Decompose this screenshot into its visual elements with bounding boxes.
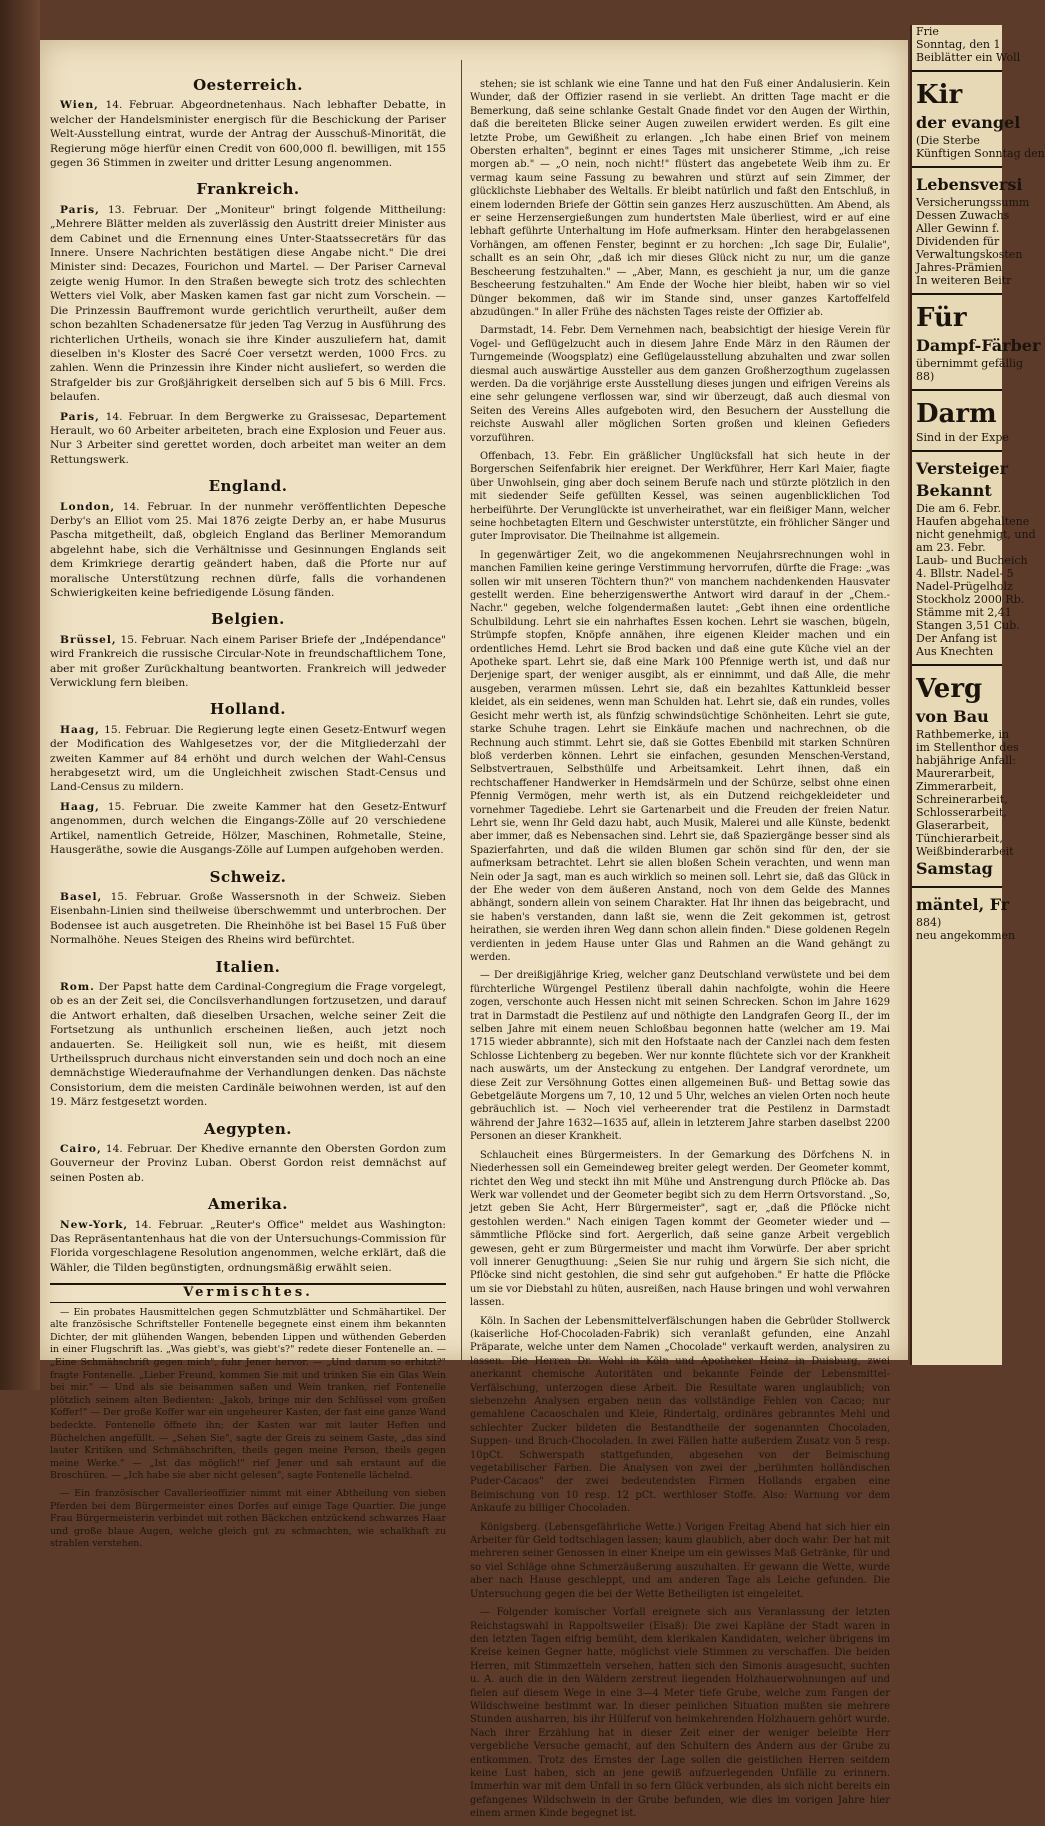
adjacent-heading: von Bau: [916, 707, 989, 726]
adjacent-text: neu angekommen: [916, 929, 1016, 942]
adjacent-text: Dessen Zuwachs: [916, 209, 1010, 222]
adjacent-text: Maurerarbeit,: [916, 767, 995, 780]
local-news-paragraph: Köln. In Sachen der Lebensmittelverfälschungen haben die Gebrüder Stollwerck (kaiserliche Hof-Chocoladen-Fabrik) sich veranlaßt gefunden, eine Anzahl Präparate, welche unter dem Namen „Chocolade" verkauft werden, analysiren zu lassen. Die Herren Dr. Wohl in Köln und Apotheker Heinz in Duisburg, zwei anerkannt chemische Autoritäten und bekannte Feinde der Lebensmittel-Verfälschung, unterzogen diese Arbeit. Die Resultate waren unglaublich; von siebenzehn Analysen ergaben neun das vollständige Fehlen von Cacao; nur gemahlene Cacaoschalen und Kleie, Rindertalg, ordinäres gebranntes Mehl und schlechter Zucker bildeten die Bestandtheile der sogenannten Chocoladen, Suppen- und Bruch-Chocoladen. In zwei Fällen hatte außerdem Zusatz von 5 resp. 10pCt. Schwerspath stattgefunden, abgesehen von der Beimischung vegetabilischer Farben. Die Analysen von zwei der „berühmten holländischen Puder-Cacaos" der zwei bedeutendsten Firmen Hollands ergaben eine Beimischung von 10 resp. 12 pCt. werthloser Stoffe. Also: Warnung vor dem Ankaufe zu billiger Chocoladen.: [470, 1315, 890, 1515]
adjacent-text: Stangen 3,51 Cub.: [916, 619, 1020, 632]
adjacent-heading: Dampf-Färber: [916, 336, 1041, 355]
adjacent-text: (Die Sterbe: [916, 134, 980, 147]
local-news-paragraph: Offenbach, 13. Febr. Ein gräßlicher Unglücksfall hat sich heute in der Borgerschen Seifenfabrik hier ereignet. Der Werkführer, Herr Karl Maier, fiagte über Unwohlsein, ging aber doch seinem Berufe nach und stürzte plötzlich in den mit siedender Seife gefüllten Kessel, was seinen augenblicklichen Tod herbeiführte. Der Verunglückte ist unverheirathet, war ein fleißiger Mann, welcher seine hochbetagten Eltern und Geschwister unterstützte, ein fröhlicher Sänger und guter Improvisator. Die Theilnahme ist allgemein.: [470, 450, 890, 543]
dateline-place: Rom.: [60, 980, 95, 993]
adjacent-heading: Bekannt: [916, 481, 992, 500]
adjacent-text: Nadel-Prügelholz: [916, 580, 1013, 593]
adjacent-heading: Verg: [916, 674, 983, 704]
adjacent-text: im Stellenthor des: [916, 741, 1019, 754]
adjacent-text: Beiblätter ein Woll: [916, 51, 1021, 64]
news-text: 14. Februar. Der Khedive ernannte den Obersten Gordon zum Gouverneur der Provinz Luban. Oberst Gordon reist demnächst auf seinen Posten ab.: [50, 1143, 446, 1184]
adjacent-text: am 23. Febr.: [916, 541, 986, 554]
news-item: [50, 723, 446, 795]
adjacent-text: Verwaltungskosten: [916, 248, 1023, 261]
news-text: 14. Februar. Abgeordnetenhaus. Nach lebhafter Debatte, in welcher der Handelsminister energisch für die Beschickung der Pariser Welt-Ausstellung eintrat, wurde der Antrag der Ausschuß-Minorität, die Regierung möge hierfür einen Credit von 600,000 fl. bewilligen, mit 155 gegen 36 Stimmen in zweiter und dritter Lesung angenommen.: [50, 99, 446, 170]
left-column: [50, 66, 446, 1556]
news-text: 15. Februar. Große Wassersnoth in der Schweiz. Sieben Eisenbahn-Linien sind theilweise überschwemmt und unterbrochen. Der Bodensee ist auch ausgetreten. Die Rheinhöhe ist bei Basel 15 Fuß über Normalhöhe. Neues Steigen des Rheins wird befürchtet.: [50, 890, 446, 947]
news-item: [50, 410, 446, 468]
adjacent-text: Sonntag, den 1: [916, 38, 1001, 51]
dateline-place: Paris,: [60, 410, 100, 423]
news-item: [50, 1142, 446, 1185]
section-heading: Schweiz.: [209, 867, 287, 886]
news-item: [50, 800, 446, 858]
news-text: Der Papst hatte dem Cardinal-Congregium die Frage vorgelegt, ob es an der Zeit sei, die Concilsverhandlungen fortzusetzen, und darauf die Antwort erhalten, daß dieselben Ursachen, welche seiner Zeit die Fortsetzung als unthunlich erscheinen ließen, auch jetzt noch andauerten. Se. Heiligkeit soll nun, wie es heißt, mit diesem Urtheilsspruch durchaus nicht einverstanden sein und doch noch an eine demnächstige Wiederaufnahme der Verhandlungen denken. Das nächste Consistorium, dem die meisten Cardinäle beiwohnen werden, ist auf den 19. März festgesetzt worden.: [50, 980, 446, 1109]
adjacent-text: Rathbemerke, in: [916, 728, 1010, 741]
news-text: 15. Februar. Die Regierung legte einen Gesetz-Entwurf wegen der Modification des Wahlgesetzes vor, der die Mitgliederzahl der zweiten Kammer auf 84 erhöht und durch welchen der Wahl-Census herabgesetzt wird, um die Ungleichheit zwischen Stadt-Census und Land-Census zu mildern.: [50, 723, 446, 794]
adjacent-text: übernimmt gefällig: [916, 357, 1024, 370]
adjacent-text: Die am 6. Febr.: [916, 502, 1001, 515]
adjacent-heading: der evangel: [916, 113, 1021, 132]
news-text: 15. Februar. Nach einem Pariser Briefe der „Indépendance" wird Frankreich die russische Circular-Note in freundschaftlichem Tone, aber mit großer Zurückhaltung beantworten. Frankreich will jedweder Verwicklung fern bleiben.: [50, 633, 446, 690]
news-text: 13. Februar. Der „Moniteur" bringt folgende Mittheilung: „Mehrere Blätter melden als zuverlässig den Austritt dreier Minister aus dem Cabinet und die Ernennung eines Unter-Staatssecretärs für das Innere. Unsere Nachrichten bestätigen diese Angabe nicht." Die drei Minister sind: Decazes, Fourichon und Martel. — Der Pariser Carneval zeigte wenig Humor. In den Straßen bewegte sich trotz des schlechten Wetters viel Volk, aber Masken kamen fast gar nicht zum Vorschein. — Die Prinzessin Bauffremont wurde gerichtlich verurtheilt, außer dem schon bezahlten Schadenersatze für jeden Tag Verzug in Ausführung des richterlichen Urtheils, wonach sie ihre Kinder auszuliefern hat, damit dieselben in's Kloster des Sacré Coer versetzt werden, 1000 Frcs. zu zahlen. Wenn die Prinzessin ihre Kinder nicht ausliefert, so werden die Strafgelder bis zur Großjährigkeit derselben sich auf 5 bis 6 Mill. Frcs. belaufen.: [50, 203, 446, 404]
dateline-place: London,: [60, 500, 116, 513]
dateline-place: New-York,: [60, 1218, 129, 1231]
local-news-paragraph: Schlaucheit eines Bürgermeisters. In der Gemarkung des Dörfchens N. in Niederhessen soll ein Gemeindeweg breiter gelegt werden. Der Geometer kommt, richtet den Weg und steckt ihn mit Mühe und Anstrengung durch Pflöcke ab. Das Werk war vollendet und der Geometer begibt sich zu dem Herrn Ortsvorstand. „So, jetzt geben Sie Acht, Herr Bürgermeister", sagt er, „daß die Pflöcke nicht gestohlen werden." Nach einigen Tagen kommt der Geometer wieder und — sämmtliche Pflöcke sind fort. Aergerlich, daß seine ganze Arbeit vergeblich gewesen, geht er zum Bürgermeister und macht ihm Vorwürfe. Der aber spricht voll innerer Genugthuung: „Seien Sie nur ruhig und ärgern Sie sich nicht, die Pflöcke sind nicht gestohlen, die sind sehr gut aufgehoben." Er hatte die Pflöcke um sie vor Diebstahl zu hüten, ausreißen, nach Hause bringen und wohl verwahren lassen.: [470, 1149, 890, 1309]
adjacent-text: Schlosserarbeit,: [916, 806, 1007, 819]
local-news-paragraph: — Der dreißigjährige Krieg, welcher ganz Deutschland verwüstete und bei dem fürchterliche Würgengel Pestilenz überall dahin nachfolgte, wohin die Heere zogen, verschonte auch Hessen nicht mit seinen Schrecken. Schon im Jahre 1629 trat in Darmstadt die Pestilenz auf und nöthigte den Landgrafen Georg II., der im selben Jahre mit einem neuen Schloßbau begonnen hatte (welcher am 19. Mai 1715 wieder abbrannte), sich mit den Hofstaate nach der Canzlei nach dem festen Schlosse Lichtenberg zu begeben. Wer nur konnte flüchtete sich vor der Krankheit nach auswärts, um der Ansteckung zu entgehen. Der Landgraf verordnete, um diese Zeit zur Versöhnung Gottes einen allgemeinen Buß- und Bettag sowie das Gebetgeläute Morgens um 7, 10, 12 und 5 Uhr, welches an vielen Orten noch heute gebräuchlich ist. — Noch viel verheerender trat die Pestilenz in Darmstadt während der Jahre 1632—1635 auf, allein in letzterem Jahre starben daselbst 2200 Personen an dieser Krankheit.: [470, 970, 890, 1143]
adjacent-heading: Versteiger: [916, 459, 1009, 478]
adjacent-text: habjährige Anfall:: [916, 754, 1016, 767]
news-item: [50, 890, 446, 948]
adjacent-text: Glaserarbeit,: [916, 819, 990, 832]
adjacent-text: Aller Gewinn f.: [916, 222, 1000, 235]
adjacent-rule: [912, 293, 1002, 295]
adjacent-text: Zimmerarbeit,: [916, 780, 997, 793]
column-divider: [461, 60, 462, 1360]
adjacent-text: 4. Bllstr. Nadel- 5: [916, 567, 1014, 580]
local-news-paragraph: stehen; sie ist schlank wie eine Tanne und hat den Fuß einer Andalusierin. Kein Wunder, daß der Offizier rasend in sie verliebt. An dritten Tage macht er die Bemerkung, daß seine schlanke Gestalt Gnade findet vor den Augen der Wirthin, daß die bereiteten Blicke seiner Augen zuweilen erwidert werden. Es gilt eine letzte Probe, um Gewißheit zu erlangen. „Ich habe einen Brief von meinem Obersten erhalten", beginnt er eines Tages mit unsicherer Stimme, „ich reise morgen ab." — „O nein, noch nicht!" flüstert das angebetete Weib ihm zu. Er vermag kaum seine Fassung zu bewahren und stürzt auf sein Zimmer, der glücklichste Liebhaber des Weltalls. Er bleibt natürlich und faßt den Entschluß, in einem lodernden Briefe der Göttin sein ganzes Herz auszuschütten. Am Abend, als er seine Herzensergießungen zum hundertsten Male überliest, wird er auf eine lebhaft geführte Unterhaltung im Hofe aufmerksam. Hinter den herabgelassenen Vorhängen, am offenen Fenster, beginnt er zu horchen: „Ich sage Dir, Eulalie", schallt es an sein Ohr, „daß ich mir dieses Glück nicht zu nur, um die ganze Bescheerung festzuhalten." — „Aber, Mann, es geschieht ja nur, um die ganze Bescheerung festzuhalten." Am Ende der Woche hier bleibt, haben wir so viel Dünger bekommen, daß wir im Stande sind, unser ganzes Kartoffelfeld abzudüngen." In aller Frühe des nächsten Tages reiste der Offizier ab.: [470, 79, 890, 318]
local-news-paragraph: — Folgender komischer Vorfall ereignete sich aus Veranlassung der letzten Reichstagswahl in Rappoltsweiler (Elsaß): Die zwei Kapläne der Stadt waren in den letzten Tagen eifrig bemüht, dem klerikalen Kandidaten, welcher übrigens im Kreise keinen Gegner hatte, möglichst viele Stimmen zu verschaffen. Die beiden Herren, mit Stimmzetteln versehen, hatten sich den Simonis ausgesucht, suchten u. A. auch die in den Wäldern zerstreut liegenden Holzhauerwohnungen auf und fielen auf diesem Wege in eine 3—4 Meter tiefe Grube, welche zum Fangen der Wildschweine bestimmt war. In dieser peinlichen Situation mußten sie mehrere Stunden ausharren, bis ihr Hülferuf von heimkehrenden Holzhauern gehört wurde. Nach ihrer Erzählung hat in dieser Zeit einer der weniger beleibte Herr vergebliche Versuche gemacht, auf den Schultern des Andern aus der Grube zu entkommen. Trotz des Ernstes der Lage sollen die geistlichen Herren seitdem keine Lust haben, sich an jene gewiß aufzuerlegenden Unfälle zu erinnern. Immerhin war mit dem Unfall in so fern Glück verbunden, als sich nicht bereits ein gefangenes Wildschwein in der Grube befunden, wie dies im vorigen Jahre hier einem armen Kinde begegnet ist.: [470, 1607, 890, 1820]
misc-heading: Vermischtes.: [50, 1283, 446, 1302]
section-heading: Amerika.: [208, 1195, 288, 1214]
news-item: [50, 1218, 446, 1276]
adjacent-rule: [912, 70, 1002, 72]
misc-paragraph: — Ein probates Hausmittelchen gegen Schmutzblätter und Schmähartikel. Der alte französische Schriftsteller Fontenelle begegnete einst einem ihm bekannten Dichter, der mit glühenden Wangen, bebenden Lippen und wüthenden Geberden in einer Flugschrift las. „Was giebt's, was giebt's?" redete dieser Fontenelle an. — „Eine Schmähschrift gegen mich", fuhr Jener hervor. — „Und darum so erhitzt?" fragte Fontenelle. „Lieber Freund, kommen Sie mit und trinken Sie ein Glas Wein bei mir." — Und als sie beisammen saßen und Wein tranken, rief Fontenelle plötzlich seinem alten Bedienten: „Jakob, bringe mir den Schlüssel vom großen Koffer!" — Der große Koffer war ein ungeheurer Kasten, der fast eine ganze Wand bedeckte. Fontenelle öffnete ihn; der Kasten war mit lauter Heften und Büchelchen angefüllt. — „Sehen Sie", sagte der Greis zu seinem Gaste, „das sind lauter Kritiken und Schmähschriften, theils gegen meine Person, theils gegen meine Werke." — „Ist das möglich!" rief Jener und sah erstaunt auf die Broschüren. — „Ich habe sie aber nicht gelesen", sagte Fontenelle lächelnd.: [50, 1306, 446, 1482]
section-heading: Aegypten.: [204, 1119, 292, 1138]
adjacent-text: Jahres-Prämien: [916, 261, 1002, 274]
adjacent-heading: Darm: [916, 399, 997, 429]
adjacent-rule: [912, 389, 1002, 391]
news-item: [50, 500, 446, 601]
dateline-place: Haag,: [60, 800, 100, 813]
section-heading: Holland.: [210, 700, 286, 719]
adjacent-heading: Samstag: [916, 859, 993, 878]
adjacent-text: Frie: [916, 25, 939, 38]
adjacent-text: Laub- und Bucheich: [916, 554, 1028, 567]
book-spine: [0, 0, 40, 1390]
adjacent-rule: [912, 450, 1002, 452]
adjacent-text: Weißbinderarbeit: [916, 845, 1014, 858]
section-heading: Oesterreich.: [193, 76, 303, 94]
adjacent-text: Künftigen Sonntag den: [916, 147, 1045, 160]
adjacent-text: Dividenden für: [916, 235, 1000, 248]
section-heading: Italien.: [215, 957, 281, 976]
dateline-place: Paris,: [60, 203, 100, 216]
adjacent-rule: [912, 664, 1002, 666]
adjacent-rule: [912, 886, 1002, 888]
dateline-place: Cairo,: [60, 1143, 102, 1155]
section-heading: Belgien.: [211, 610, 285, 629]
adjacent-text: Stämme mit 2,41: [916, 606, 1012, 619]
news-item: [50, 633, 446, 691]
adjacent-rule: [912, 166, 1002, 168]
news-item: [50, 98, 446, 170]
adjacent-text: 884): [916, 916, 942, 929]
news-item: [50, 203, 446, 405]
section-heading: England.: [208, 477, 288, 496]
section-heading: Frankreich.: [196, 180, 300, 199]
local-news-paragraph: Königsberg. (Lebensgefährliche Wette.) Vorigen Freitag Abend hat sich hier ein Arbeiter für Geld todtschlagen lassen; kaum glaublich, aber doch wahr. Der hat mit mehreren seiner Genossen in einer Kneipe um ein gewisses Maß Getränke, für und so viel Schläge ohne Schmerzäußerung auszuhalten. Er gewann die Wette, wurde aber nach Hause geschleppt, und am anderen Tage als Leiche gefunden. Die Untersuchung gegen die bei der Wette Betheiligten ist eingeleitet.: [470, 1521, 890, 1600]
news-text: 15. Februar. Die zweite Kammer hat den Gesetz-Entwurf angenommen, durch welchen die Eingangs-Zölle auf 20 verschiedene Artikel, namentlich Getreide, Hölzer, Maschinen, Rohmetalle, Steine, Hausgeräthe, sowie die Ausgangs-Zölle auf Lumpen aufgehoben werden.: [50, 800, 446, 857]
adjacent-text: Haufen abgehaltene: [916, 515, 1030, 528]
adjacent-heading: Lebensversi: [916, 175, 1023, 194]
adjacent-text: In weiteren Beitr: [916, 274, 1012, 287]
news-item: [50, 980, 446, 1110]
news-text: 14. Februar. „Reuter's Office" meldet aus Washington: Das Repräsentantenhaus hat die von der Untersuchungs-Commission für Florida vorgeschlagene Resolution angenommen, welche erklärt, daß die Wähler, die Tilden begünstigten, ordnungsmäßig erwählt seien.: [50, 1218, 446, 1274]
local-news-paragraph: In gegenwärtiger Zeit, wo die angekommenen Neujahrsrechnungen wohl in manchen Familien keine geringe Verstimmung hervorrufen, dürfte die Frage: „was sollen wir mit unseren Töchtern thun?" von manchem nachdenkenden Hausvater gestellt werden. Eine beherzigenswerthe Antwort wird darauf in der „Chem.-Nachr." gegeben, welche folgendermaßen lautet: „Gebt ihnen eine ordentliche Schulbildung. Lehrt sie ein nahrhaftes Essen kochen. Lehrt sie waschen, bügeln, Strümpfe stopfen, Knöpfe annähen, ihre eigenen Kleider machen und ein ordentliches Hemd. Lehrt sie Brod backen und daß eine gute Küche viel an der Apotheke spart. Lehrt sie, daß eine Mark 100 Pfennige werth ist, und daß nur Derjenige spart, der weniger ausgibt, als er einnimmt, und daß Alle, die mehr ausgeben, verarmen müssen. Lehrt sie, daß ein bezahltes Kattunkleid besser kleidet, als ein seidenes, wenn man Schulden hat. Lehrt sie, daß ein rundes, volles Gesicht mehr werth ist, als fünfzig schwindsüchtige Schönheiten. Lehrt sie gute, starke Schuhe tragen. Lehrt sie Einkäufe machen und nachrechnen, ob die Rechnung auch stimmt. Lehrt sie, daß sie Gottes Ebenbild mit starken Schnüren bloß verderben können. Lehrt sie einfachen, gesunden Menschen-Verstand, Selbstvertrauen, Selbsthülfe und Arbeitsamkeit. Lehrt ihnen, daß ein rechtschaffener Handwerker in Hemdsärmeln und der Schürze, selbst ohne einen Pfennig Vermögen, mehr werth ist, als ein Dutzend reichgekleideter und vornehmer Tagediebe. Lehrt sie Gartenarbeit und die Freuden der freien Natur. Lehrt sie, wenn Ihr Geld dazu habt, auch Musik, Malerei und alle Künste, bedenkt aber immer, daß es Nebensachen sind. Lehrt sie, daß Spaziergänge besser sind als Spazierfahrten, und daß die wilden Blumen gar schön sind für den, der sie aufmerksam betrachtet. Lehrt sie allen bloßen Schein verachten, und wenn man Nein oder Ja sagt, man es auch wirklich so meinen soll. Lehrt sie, daß das Glück in der Ehe weder von dem äußeren Anstand, noch von dem Gelde des Mannes abhängt, sondern allein von seinem Charakter. Hat Ihr ihnen das beigebracht, und sie haben's verstanden, dann laßt sie, wenn die Zeit gekommen ist, getrost heirathen, sie werden ihren Weg dann schon allein finden." Diese goldenen Regeln verdienten in jedem Hause unter Glas und Rahmen an die Wand gehängt zu werden.: [470, 549, 890, 963]
adjacent-text: Aus Knechten: [916, 645, 994, 658]
misc-paragraph: — Ein französischer Cavallerieoffizier nimmt mit einer Abtheilung von sieben Pferden bei dem Bürgermeister eines Dorfes auf einige Tage Quartier. Die junge Frau Bürgermeisterin verbindet mit rothen Bäckchen entzückend schwarzes Haar und große blaue Augen, welche gleich gut zu schmachten, wie schalkhaft zu strahlen verstehen.: [50, 1487, 446, 1550]
dateline-place: Haag,: [60, 723, 100, 736]
adjacent-page: [910, 25, 1045, 1365]
local-news-paragraph: Darmstadt, 14. Febr. Dem Vernehmen nach, beabsichtigt der hiesige Verein für Vogel- und Geflügelzucht auch in diesem Jahre Ende März in den Räumen der Turngemeinde (Woogsplatz) eine Geflügelausstellung abzuhalten und zwar sollen diesmal auch auswärtige Aussteller aus dem ganzen Großherzogthum zugelassen werden. Da die vorjährige erste Ausstellung dieses jungen und eifrigen Vereins als eine sehr gelungene verflossen war, sind wir überzeugt, daß auch diesmal von Seiten des Vereins Alles aufgeboten wird, den Besuchern der Ausstellung die reichste Auswahl aller möglichen Sorten großen und kleinen Gefieders vorzuführen.: [470, 325, 890, 444]
adjacent-text: Sind in der Expe: [916, 431, 1009, 444]
adjacent-text: 88): [916, 370, 935, 383]
dateline-place: Brüssel,: [60, 633, 117, 646]
adjacent-text: Stockholz 2000 Rb.: [916, 593, 1025, 606]
news-text: 14. Februar. In dem Bergwerke zu Graissesac, Departement Herault, wo 60 Arbeiter arbeiteten, brach eine Explosion und Feuer aus. Nur 3 Arbeiter sind gerettet worden, doch arbeitet man weiter an dem Rettungswerk.: [50, 410, 446, 466]
dateline-place: Basel,: [60, 890, 103, 903]
adjacent-heading: Für: [916, 303, 967, 333]
news-text: 14. Februar. In der nunmehr veröffentlichten Depesche Derby's an Elliot vom 25. Mai 1876 zeigte Derby an, er habe Musurus Pascha mitgetheilt, daß, obgleich England das Berliner Memorandum abgelehnt habe, sich die Verhältnisse und Gesinnungen Englands seit dem Krimkriege derartig geändert haben, daß die Pforte nur auf moralische Unterstützung rechnen dürfe, falls die vorhandenen Schwierigkeiten keine befriedigende Lösung fänden.: [50, 500, 446, 599]
adjacent-text: Der Anfang ist: [916, 632, 997, 645]
adjacent-text: nicht genehmigt, und: [916, 528, 1036, 541]
adjacent-heading: Kir: [916, 80, 963, 110]
adjacent-text: Schreinerarbeit,: [916, 793, 1008, 806]
adjacent-text: Tünchierarbeit,: [916, 832, 1003, 845]
dateline-place: Wien,: [60, 99, 99, 112]
adjacent-text: Versicherungssumm: [916, 196, 1030, 209]
adjacent-heading: mäntel, Fr: [916, 895, 1010, 914]
right-column: [470, 78, 890, 1826]
